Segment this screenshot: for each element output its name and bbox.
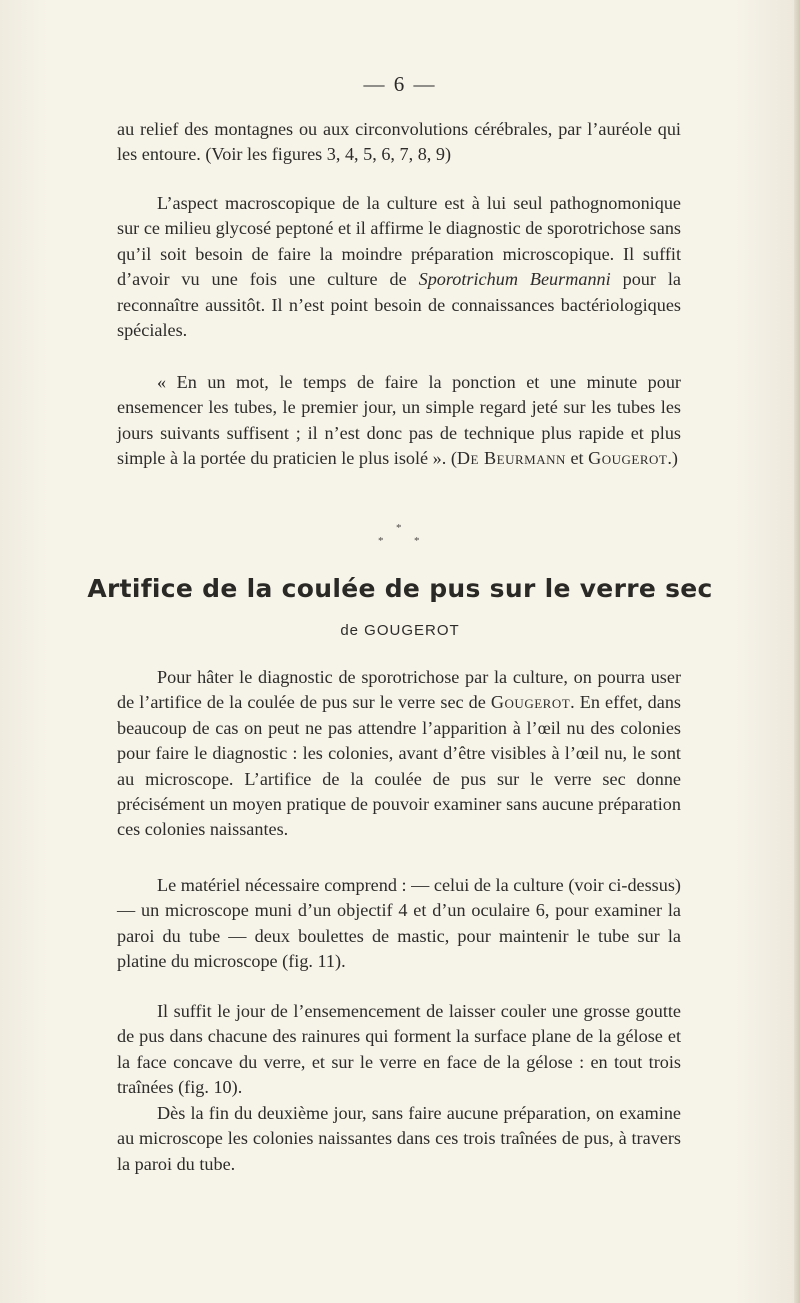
paragraph-materials: [117, 873, 681, 975]
author-name: De Beurmann: [456, 448, 566, 469]
author-name: Gougerot: [588, 448, 668, 469]
asterism-separator: [376, 523, 424, 549]
text-run: . En effet, dans beaucoup de cas on peut ne pas attendre l’apparition à l’œil nu des colonies pour faire le diagnostic : les colonies, avant d’être visibles à l’œil nu, le sont au microscope. L’artifice de la coulée de pus sur le verre sec donne précisément un moyen pratique de pouvoir examiner sans aucune préparation ces colonies naissantes.: [117, 692, 681, 840]
paragraph-text: Le matériel nécessaire comprend : — celui de la culture (voir ci-dessus) — un microscope muni d’un objectif 4 et d’un oculaire 6, pour examiner la paroi du tube — deux boulettes de mastic, pour maintenir le tube sur la platine du microscope (fig. 11).: [117, 875, 681, 972]
paragraph-text: Dès la fin du deuxième jour, sans faire aucune préparation, on examine au microscope les colonies naissantes dans ces trois traînées de pus, à travers la paroi du tube.: [117, 1103, 681, 1174]
text-run: et: [565, 448, 589, 469]
paragraph-procedure: [117, 999, 681, 1101]
paragraph-examination: [117, 1101, 681, 1177]
asterisk-glyph: *: [396, 522, 402, 534]
paragraph-artifice-intro: [117, 665, 681, 843]
text-run: pour la reconnaître aussitôt. Il n’est point besoin de connaissances bactériologiques spéciales.: [117, 269, 682, 341]
paragraph-text: [117, 665, 681, 843]
paragraph-continuation: [117, 117, 681, 168]
paragraph-quotation: [117, 370, 681, 472]
text-run: « En un mot, le temps de faire la ponction et une minute pour ensemencer les tubes, le premier jour, un simple regard jeté sur les tubes les jours suivants suffisent ; il n’est donc pas de technique plus rapide et plus simple à la portée du praticien le plus isolé ». (: [117, 372, 681, 469]
text-run: L’aspect macroscopique de la culture est à lui seul pathognomonique sur ce milieu glycosé peptoné et il affirme le diagnostic de sporotrichose sans qu’il soit besoin de faire la moindre préparation microscopique. Il suffit d’avoir vu une fois une culture de: [117, 193, 681, 290]
author-name: Gougerot: [490, 692, 571, 713]
page-edge: [794, 0, 800, 1303]
paragraph-text: [117, 191, 681, 343]
species-name: Sporotrichum Beurmanni: [418, 269, 611, 290]
text-run: .): [667, 448, 678, 469]
paragraph-text: Il suffit le jour de l’ensemencement de laisser couler une grosse goutte de pus dans chacune des rainures qui forment la surface plane de la gélose et la face concave du verre, et sur le verre en face de la gélose : en tout trois traînées (fig. 10).: [117, 1001, 681, 1098]
section-title: Artifice de la coulée de pus sur le verre sec: [87, 574, 713, 603]
page-number: — 6 —: [363, 72, 437, 96]
paragraph-text: au relief des montagnes ou aux circonvolutions cérébrales, par l’auréole qui les entoure. (Voir les figures 3, 4, 5, 6, 7, 8, 9): [117, 119, 681, 165]
paragraph-text: [117, 370, 681, 472]
asterisk-glyph: *: [378, 535, 384, 547]
paragraph-macroscopic-aspect: [117, 191, 681, 343]
section-subtitle: de GOUGEROT: [340, 622, 460, 639]
asterisk-glyph: *: [414, 535, 420, 547]
text-run: Pour hâter le diagnostic de sporotrichose par la culture, on pourra user de l’artifice de la coulée de pus sur le verre sec de: [117, 667, 681, 713]
